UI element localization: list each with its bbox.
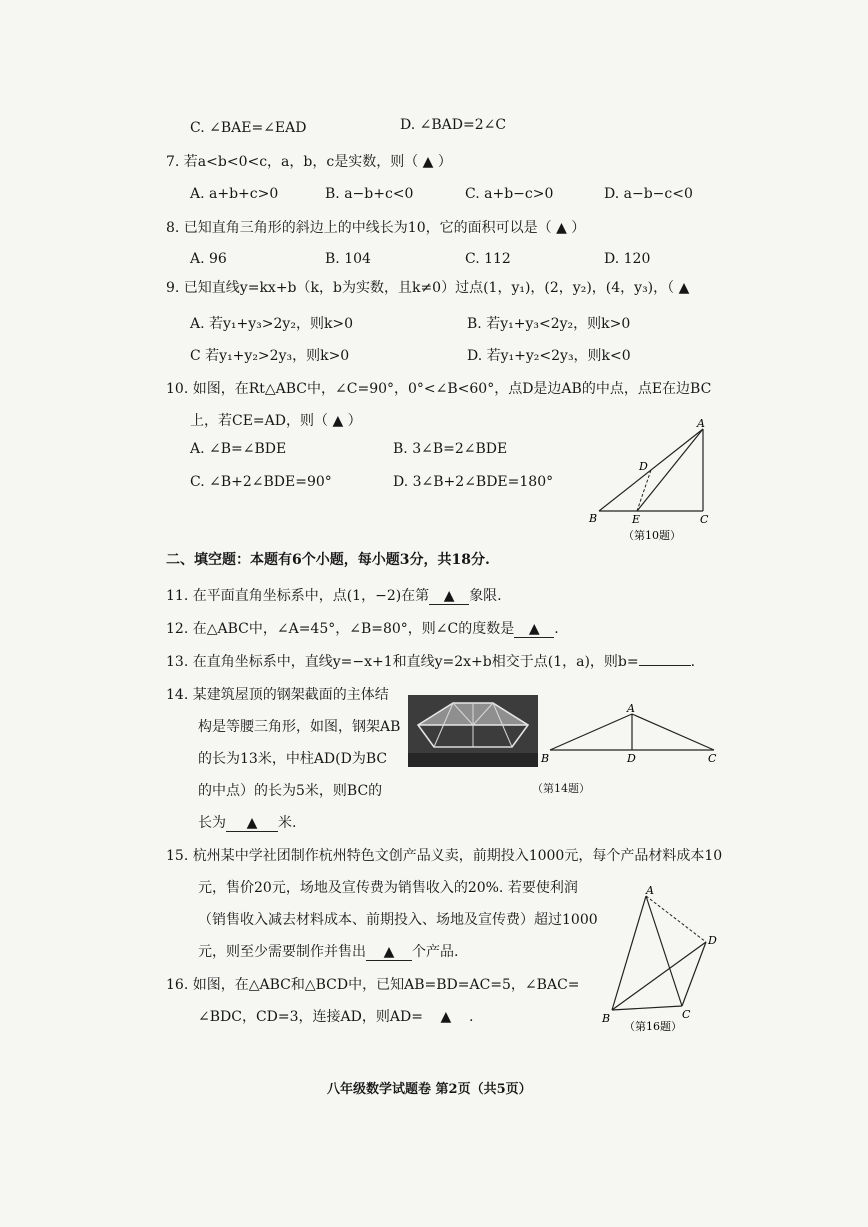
q12-text-end: . xyxy=(554,621,559,637)
q10-option-a: A. ∠B=∠BDE xyxy=(190,441,287,457)
q12 xyxy=(166,618,559,638)
q10-stem-line2: 上，若CE=AD，则（ ▲ ） xyxy=(190,413,362,429)
q10-option-d: D. 3∠B+2∠BDE=180° xyxy=(393,474,554,490)
q14-segment-ab xyxy=(550,714,632,750)
q16-caption: （第16题） xyxy=(624,1020,682,1033)
q10-label-e: E xyxy=(632,513,641,526)
q14-blank: ▲ xyxy=(226,815,278,832)
q10-figure xyxy=(585,415,725,545)
q7-option-b: B. a−b+c<0 xyxy=(325,186,414,202)
q8-option-c: C. 112 xyxy=(465,251,511,267)
q13-text: 13. 在直角坐标系中，直线y=−x+1和直线y=2x+b相交于点(1，a)，则b= xyxy=(166,654,639,670)
q16-text: ∠BDC，CD=3，连接AD，则AD= xyxy=(198,1009,423,1025)
q9-option-a: A. 若y₁+y₃>2y₂，则k>0 xyxy=(190,316,354,332)
q16-label-c: C xyxy=(682,1008,691,1021)
section-2-title: 二、填空题：本题有6个小题，每小题3分，共18分. xyxy=(166,552,490,568)
q7-option-a: A. a+b+c>0 xyxy=(190,186,279,202)
q10-option-b: B. 3∠B=2∠BDE xyxy=(393,441,508,457)
q14-line4: 的中点）的长为5米，则BC的 xyxy=(198,783,383,799)
q14-text-end: 米. xyxy=(278,815,297,831)
q16-line1: 16. 如图，在△ABC和△BCD中，已知AB=BD=AC=5，∠BAC= xyxy=(166,977,580,993)
q14-label-a: A xyxy=(627,702,635,715)
q8-option-a: A. 96 xyxy=(190,251,227,267)
q10-label-b: B xyxy=(589,512,598,525)
q9-stem: 9. 已知直线y=kx+b（k，b为实数，且k≠0）过点(1，y₁)，(2，y₂)，(4，y₃)，（ ▲ xyxy=(166,280,690,296)
q10-label-c: C xyxy=(700,513,709,526)
q15-line1: 15. 杭州某中学社团制作杭州特色文创产品义卖，前期投入1000元，每个产品材料成本10 xyxy=(166,848,723,864)
q16-segment-ad xyxy=(646,896,706,942)
q16-segment-ab xyxy=(612,896,646,1010)
q13-blank xyxy=(639,665,691,666)
q7-option-c: C. a+b−c>0 xyxy=(465,186,554,202)
q10-label-a: A xyxy=(697,417,705,430)
q8-option-b: B. 104 xyxy=(325,251,371,267)
q14-caption: （第14题） xyxy=(532,782,590,795)
q16-segment-cd xyxy=(682,942,706,1006)
q14-segment-ac xyxy=(632,714,714,750)
q15-line4 xyxy=(198,941,458,961)
q12-blank: ▲ xyxy=(514,621,554,638)
q14-line1: 14. 某建筑屋顶的钢架截面的主体结 xyxy=(166,687,389,703)
q10-label-d: D xyxy=(639,460,648,473)
q16-segment-bc xyxy=(612,1006,682,1010)
q16-line2 xyxy=(198,1006,473,1026)
q11 xyxy=(166,585,502,605)
q14-line3: 的长为13米，中柱AD(D为BC xyxy=(198,751,388,767)
q9-option-d: D. 若y₁+y₂<2y₃，则k<0 xyxy=(467,348,631,364)
q10-caption: （第10题） xyxy=(623,529,681,542)
q9-option-c: C 若y₁+y₂>2y₃，则k>0 xyxy=(190,348,350,364)
q16-text-end: . xyxy=(468,1009,474,1025)
q15-line3: （销售收入减去材料成本、前期投入、场地及宣传费）超过1000 xyxy=(198,912,598,928)
q7-stem: 7. 若a<b<0<c，a，b，c是实数，则（ ▲ ） xyxy=(166,154,452,170)
q11-blank: ▲ xyxy=(429,588,469,605)
q14-label-b: B xyxy=(541,752,550,765)
q8-option-d: D. 120 xyxy=(604,251,651,267)
q11-text-end: 象限. xyxy=(469,588,502,604)
q7-option-d: D. a−b−c<0 xyxy=(604,186,693,202)
roof-truss-photo xyxy=(408,695,538,767)
q10-stem-line1: 10. 如图，在Rt△ABC中，∠C=90°，0°<∠B<60°，点D是边AB的中点，点E在边BC xyxy=(166,381,712,397)
page-footer: 八年级数学试题卷 第2页（共5页） xyxy=(327,1082,532,1097)
q11-text: 11. 在平面直角坐标系中，点(1，−2)在第 xyxy=(166,588,430,604)
q15-text: 元，则至少需要制作并售出 xyxy=(198,944,366,960)
q16-label-a: A xyxy=(646,884,654,897)
q13-text-end: . xyxy=(690,654,696,670)
q14-label-c: C xyxy=(708,752,717,765)
q15-blank: ▲ xyxy=(366,944,412,961)
roof-truss-picture xyxy=(408,695,538,767)
q10-option-c: C. ∠B+2∠BDE=90° xyxy=(190,474,332,490)
q14-text: 长为 xyxy=(198,815,226,831)
q16-segment-bd xyxy=(612,942,706,1010)
q13 xyxy=(166,651,695,671)
q15-line2: 元，售价20元，场地及宣传费为销售收入的20%. 若要使利润 xyxy=(198,880,578,896)
q16-label-d: D xyxy=(708,934,717,947)
q16-blank: ▲ xyxy=(440,1009,452,1025)
q14-label-d: D xyxy=(627,752,636,765)
q6-option-d: D. ∠BAD=2∠C xyxy=(400,117,507,133)
q12-text: 12. 在△ABC中，∠A=45°，∠B=80°，则∠C的度数是 xyxy=(166,621,515,637)
q16-label-b: B xyxy=(602,1012,611,1025)
q16-segment-ac xyxy=(646,896,682,1006)
q14-line2: 构是等腰三角形，如图，钢架AB xyxy=(198,719,401,735)
q8-stem: 8. 已知直角三角形的斜边上的中线长为10，它的面积可以是（ ▲ ） xyxy=(166,220,586,236)
q9-option-b: B. 若y₁+y₃<2y₂，则k>0 xyxy=(467,316,631,332)
q16-figure xyxy=(598,882,728,1034)
q14-line5 xyxy=(198,812,296,832)
q15-text-end: 个产品. xyxy=(412,944,459,960)
q6-option-c: C. ∠BAE=∠EAD xyxy=(190,120,307,136)
